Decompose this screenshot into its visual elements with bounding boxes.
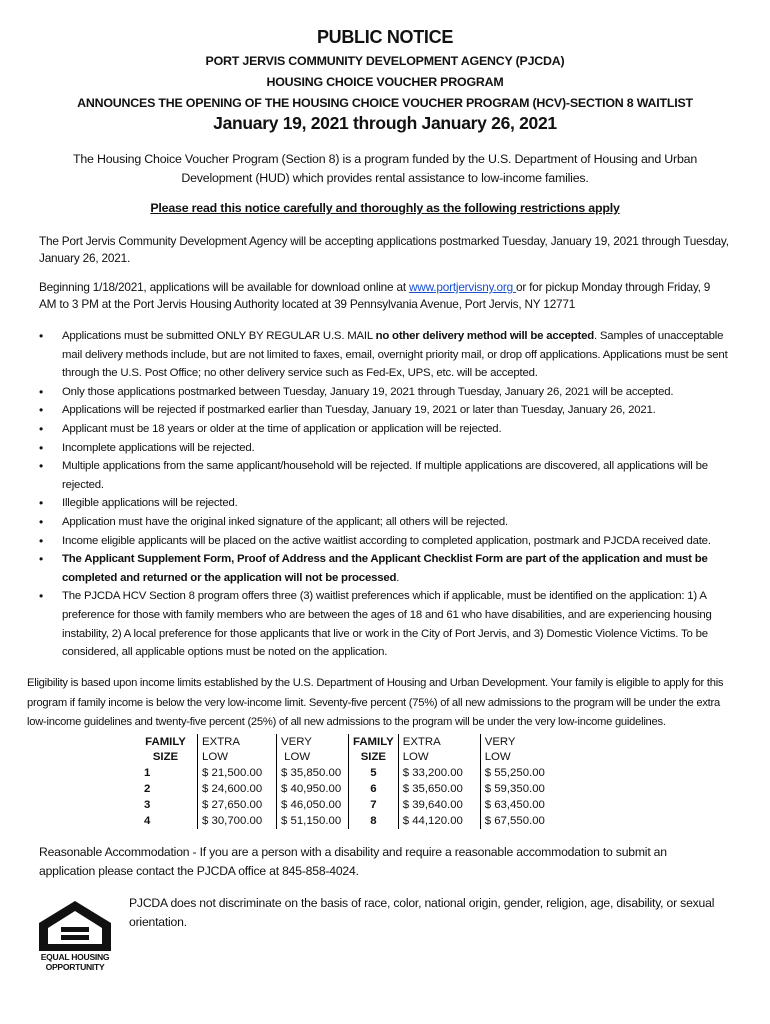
list-item — [39, 420, 729, 439]
warning-heading: Please read this notice carefully and thoroughly as the following restrictions apply — [150, 201, 620, 215]
rule-text: The PJCDA HCV Section 8 program offers three (3) waitlist preferences which if applicable, must be identified on the application: 1) A preference for those with family members who are between the ages of 18 and 61 who have disabilities, and are experiencing housing instability, 2) A local preference for those applicants that live or work in the City of Port Jervis, and 3) Domestic Violence Victims. To be considered, all applicable options must be noted on the application. — [62, 590, 712, 659]
cell-very-low: $ 35,850.00 — [277, 765, 349, 781]
rule-text: Applications will be rejected if postmarked earlier than Tuesday, January 19, 2021 or later than Tuesday, January 26, 2021. — [62, 404, 656, 417]
eligibility-paragraph: Eligibility is based upon income limits established by the U.S. Department of Housing and Urban Development. Your family is eligible to apply for this program if family income is below the very low-income limit. Seventy-five percent (75%) of all new admissions to the program will be under the extra low-income guidelines and twenty-five percent (25%) of all new admissions to the program will be under the very low-income guidelines. — [27, 677, 724, 729]
cell-extra-low: $ 44,120.00 — [398, 813, 480, 829]
table-row — [134, 797, 555, 813]
cell-very-low: $ 55,250.00 — [480, 765, 555, 781]
cell-extra-low: $ 27,650.00 — [198, 797, 277, 813]
announcement-heading: ANNOUNCES THE OPENING OF THE HOUSING CHOICE VOUCHER PROGRAM (HCV)-SECTION 8 WAITLIST — [77, 96, 693, 110]
download-text-after: or for pickup Monday through Friday, 9 AM to 3 PM at the Port Jervis Housing Authority located at 39 Pennsylvania Avenue, Port Jervis, NY 12771 — [39, 280, 711, 311]
cell-size: 8 — [349, 813, 399, 829]
bullet-icon: • — [39, 496, 44, 511]
cell-very-low: $ 51,150.00 — [277, 813, 349, 829]
cell-very-low: $ 67,550.00 — [480, 813, 555, 829]
list-item — [39, 494, 729, 513]
rule-text: Multiple applications from the same applicant/household will be rejected. If multiple applications are discovered, all applications will be rejected. — [62, 460, 708, 491]
list-item — [39, 513, 729, 532]
bullet-icon: • — [39, 589, 44, 604]
cell-very-low: $ 63,450.00 — [480, 797, 555, 813]
header-very-low: VERY LOW — [277, 734, 349, 765]
rule-text: Applicant must be 18 years or older at the time of application or application will be rejected. — [62, 422, 502, 435]
table-row — [134, 813, 555, 829]
intro-paragraph: The Housing Choice Voucher Program (Section 8) is a program funded by the U.S. Department of Housing and Urban Development (HUD) which provides rental assistance to low-income families. — [72, 152, 698, 185]
header-very-low-2: VERY LOW — [480, 734, 555, 765]
header-extra-low: EXTRA LOW — [198, 734, 277, 765]
income-limits-table — [134, 734, 555, 829]
accommodation-paragraph: Reasonable Accommodation - If you are a person with a disability and require a reasonable accommodation to submit an application please contact the PJCDA office at 845-858-4024. — [39, 845, 667, 878]
restrictions-list — [39, 327, 729, 662]
equal-housing-logo-text — [35, 952, 115, 972]
table-row — [134, 781, 555, 797]
cell-very-low: $ 59,350.00 — [480, 781, 555, 797]
list-item — [39, 587, 729, 661]
cell-extra-low: $ 21,500.00 — [198, 765, 277, 781]
logo-line-2: OPPORTUNITY — [45, 962, 105, 972]
list-item — [39, 550, 729, 587]
rule-text: Application must have the original inked signature of the applicant; all others will be rejected. — [62, 515, 508, 528]
website-link[interactable]: www.portjervisny.org — [408, 280, 517, 294]
table-header-row — [134, 734, 555, 765]
cell-size: 6 — [349, 781, 399, 797]
logo-line-1: EQUAL HOUSING — [40, 952, 110, 962]
bullet-icon: • — [39, 533, 44, 548]
download-paragraph — [39, 279, 729, 313]
list-item — [39, 532, 729, 551]
list-item — [39, 327, 729, 383]
bullet-icon: • — [39, 514, 44, 529]
program-name: HOUSING CHOICE VOUCHER PROGRAM — [266, 75, 504, 89]
rule-text: Income eligible applicants will be placed on the active waitlist according to completed application, postmark and PJCDA received date. — [62, 534, 711, 547]
bullet-icon: • — [39, 440, 44, 455]
cell-extra-low: $ 39,640.00 — [398, 797, 480, 813]
rule-text: . Samples of unacceptable mail delivery methods include, but are not limited to faxes, email, overnight priority mail, or drop off applications. Applications must be sent through the U.S. Post Office; no other delivery service such as Fed-Ex, UPS, etc. will be accepted. — [62, 330, 728, 380]
header-family-size-2: FAMILY SIZE — [349, 734, 399, 765]
list-item — [39, 383, 729, 402]
cell-extra-low: $ 33,200.00 — [398, 765, 480, 781]
cell-size: 2 — [144, 783, 151, 795]
table-row — [134, 765, 555, 781]
list-item — [39, 401, 729, 420]
header-family-size: FAMILY SIZE — [145, 736, 186, 763]
cell-size: 1 — [144, 767, 151, 779]
nondiscrimination-paragraph: PJCDA does not discriminate on the basis of race, color, national origin, gender, religion, age, disability, or sexual orientation. — [129, 896, 715, 929]
rule-text: Only those applications postmarked between Tuesday, January 19, 2021 through Tuesday, January 26, 2021 will be accepted. — [62, 385, 674, 398]
cell-size: 3 — [144, 799, 151, 811]
list-item — [39, 457, 729, 494]
rule-emphasis: no other delivery method will be accepted — [375, 330, 594, 342]
accepting-paragraph: The Port Jervis Community Development Agency will be accepting applications postmarked Tuesday, January 19, 2021 through Tuesday, January 26, 2021. — [39, 234, 729, 265]
cell-very-low: $ 46,050.00 — [277, 797, 349, 813]
bullet-icon: • — [39, 329, 44, 343]
cell-size: 5 — [349, 765, 399, 781]
bullet-icon: • — [39, 459, 44, 474]
cell-very-low: $ 40,950.00 — [277, 781, 349, 797]
cell-extra-low: $ 30,700.00 — [198, 813, 277, 829]
cell-size: 4 — [144, 815, 151, 827]
cell-extra-low: $ 24,600.00 — [198, 781, 277, 797]
header-extra-low-2: EXTRA LOW — [398, 734, 480, 765]
agency-name: PORT JERVIS COMMUNITY DEVELOPMENT AGENCY (PJCDA) — [205, 54, 565, 68]
bullet-icon: • — [39, 384, 44, 399]
list-item — [39, 439, 729, 458]
rule-emphasis: The Applicant Supplement Form, Proof of Address and the Applicant Checklist Form are part of the application and must be completed and returned or the application will not be processed — [62, 553, 708, 584]
bullet-icon: • — [39, 421, 44, 436]
bullet-icon: • — [39, 403, 44, 418]
rule-text: . — [396, 571, 400, 584]
rule-text: Applications must be submitted ONLY BY REGULAR U.S. MAIL — [62, 330, 376, 342]
waitlist-dates: January 19, 2021 through January 26, 2021 — [213, 113, 557, 133]
notice-title: PUBLIC NOTICE — [316, 27, 454, 47]
cell-size: 7 — [349, 797, 399, 813]
bullet-icon: • — [39, 552, 44, 567]
rule-text: Illegible applications will be rejected. — [62, 497, 238, 510]
rule-text: Incomplete applications will be rejected. — [62, 441, 255, 454]
download-text-before: Beginning 1/18/2021, applications will be available for download online at — [39, 280, 409, 294]
cell-extra-low: $ 35,650.00 — [398, 781, 480, 797]
